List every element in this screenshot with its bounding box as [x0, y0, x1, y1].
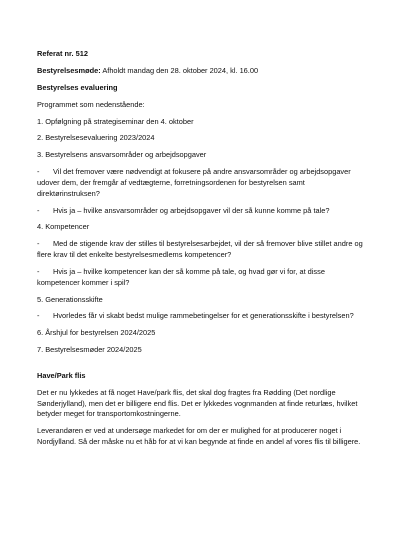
agenda-item-7: 7. Bestyrelsesmøder 2024/2025: [37, 345, 142, 355]
meeting-label: Bestyrelsesmøde:: [37, 65, 101, 75]
bullet-dash: -: [37, 266, 40, 276]
bullet-item-1: [37, 167, 364, 199]
bullet-dash: -: [37, 311, 40, 321]
agenda-item-4: 4. Kompetencer: [37, 222, 90, 232]
bullet-text: Hvis ja – hvilke kompetencer kan der så komme på tale, og hvad gør vi for, at disse kompetencer kommer i spil?: [37, 266, 325, 287]
bullet-text: Vil det fremover være nødvendigt at fokusere på andre ansvarsområder og arbejdsopgaver udover dem, der fremgår af vedtægterne, forretningsordenen for bestyrelsen samt direktørinstruksen?: [37, 167, 351, 198]
evaluation-heading: Bestyrelses evaluering: [37, 82, 118, 92]
section-spacer: [37, 362, 364, 371]
bullet-dash: -: [37, 239, 40, 249]
have-park-paragraph-2: Leverandøren er ved at undersøge markedet for om der er mulighed for at producerer noget i Nordjylland. Så der måske nu et håb for at vi kan begynde at finde en andel af vores flis til billigere.: [37, 426, 361, 446]
bullet-item-3: [37, 239, 364, 260]
meeting-line: [37, 66, 364, 77]
referat-number: Referat nr. 512: [37, 49, 88, 58]
bullet-item-2: [37, 206, 364, 217]
bullet-text: Med de stigende krav der stilles til bestyrelsesarbejdet, vil der så fremover blive stillet andre og flere krav til det enkelte bestyrelsesmedlems kompetencer?: [37, 239, 363, 260]
agenda-item-6: 6. Årshjul for bestyrelsen 2024/2025: [37, 328, 156, 338]
agenda-item-5: 5. Generationsskifte: [37, 294, 103, 304]
evaluation-intro: Programmet som nedenstående:: [37, 99, 145, 109]
meeting-text: Afholdt mandag den 28. oktober 2024, kl. 16.00: [100, 65, 259, 75]
agenda-item-3: 3. Bestyrelsens ansvarsområder og arbejdsopgaver: [37, 150, 207, 160]
bullet-item-4: [37, 267, 364, 288]
have-park-paragraph-1: Det er nu lykkedes at få noget Have/park flis, det skal dog fragtes fra Rødding (Det nordlige Sønderjylland), men det er billigere end flis. Det er lykkedes vognmanden at finde returlæs, hvilket betyder meget for transportomkostningerne.: [37, 387, 358, 419]
have-park-heading: Have/Park flis: [37, 371, 86, 381]
agenda-item-2: 2. Bestyrelsesevaluering 2023/2024: [37, 133, 155, 143]
bullet-text: Hvis ja – hvilke ansvarsområder og arbejdsopgaver vil der så kunne komme på tale?: [53, 205, 330, 215]
bullet-dash: -: [37, 205, 40, 215]
agenda-item-1: 1. Opfølgning på strategiseminar den 4. oktober: [37, 116, 194, 126]
bullet-text: Hvorledes får vi skabt bedst mulige rammebetingelser for et generationsskifte i bestyrelsen?: [53, 311, 354, 321]
bullet-item-5: [37, 311, 364, 322]
bullet-dash: -: [37, 167, 40, 177]
